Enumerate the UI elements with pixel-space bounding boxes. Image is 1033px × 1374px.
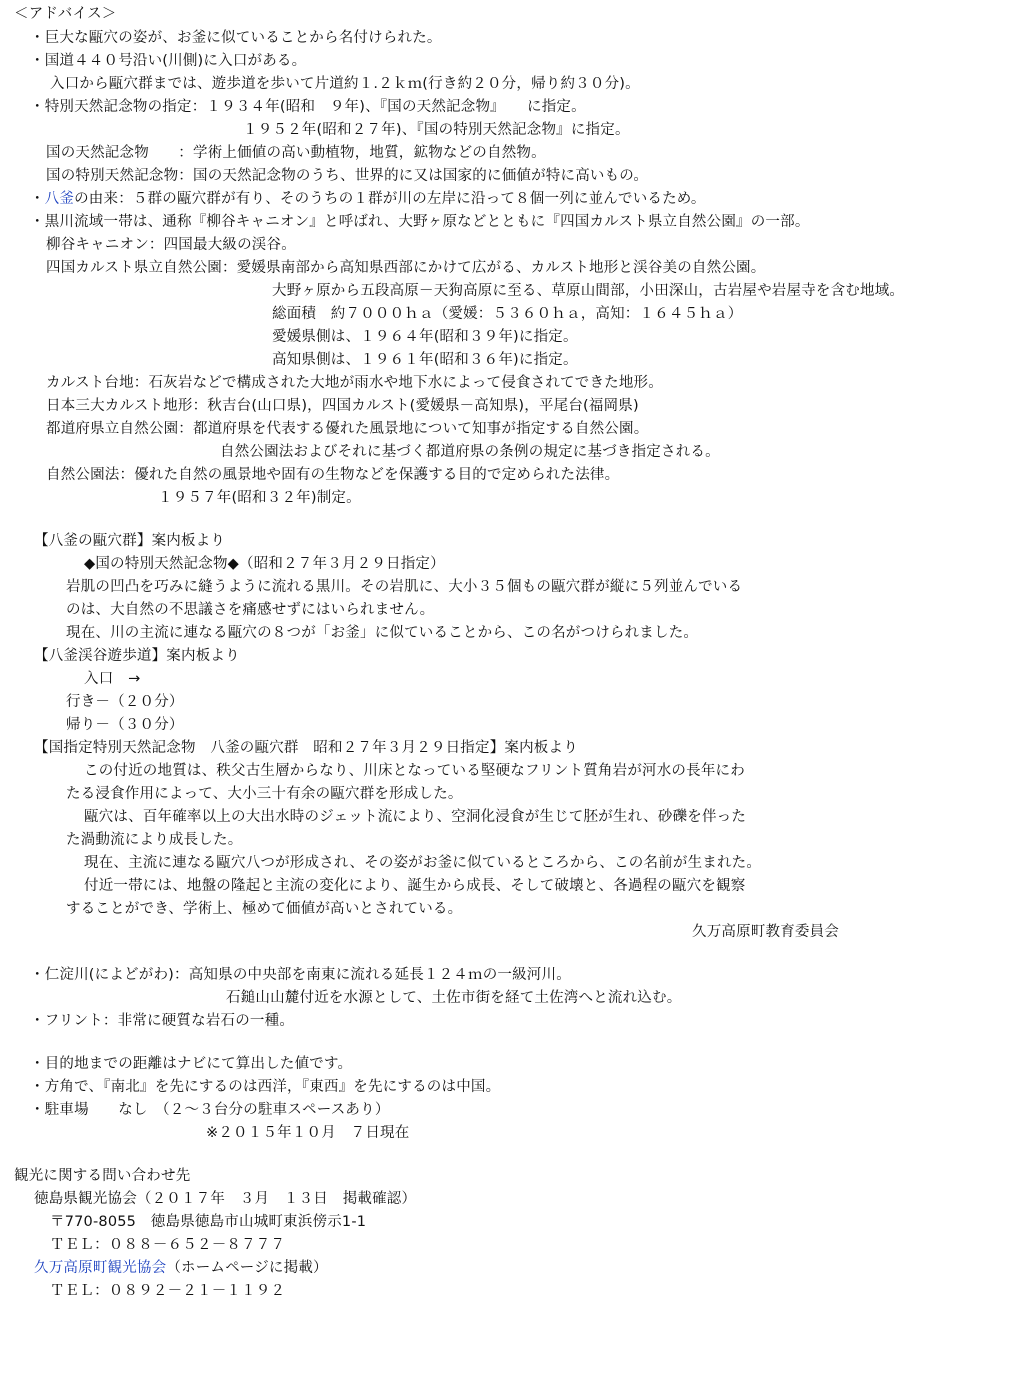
sign3-line: この付近の地質は、秩父古生層からなり、川床となっている堅硬なフリント質角岩が河水の長年にわ [84, 763, 745, 779]
sign3-title: 【国指定特別天然記念物 八釜の甌穴群 昭和２７年３月２９日指定】案内板より [34, 740, 578, 756]
def-special-monument: 国の特別天然記念物：国の天然記念物のうち、世界的に又は国家的に価値が特に高いもの。 [46, 168, 649, 184]
contact-org-kumakogen [34, 1258, 328, 1278]
sign1-paragraph-line: 現在、川の主流に連なる甌穴の８つが「お釜」に似ていることから、この名がつけられました。 [66, 625, 699, 641]
sign1-paragraph-line: のは、大自然の不思議さを痛感せずにはいられません。 [66, 602, 435, 618]
sign1-title: 【八釜の甌穴群】案内板より [34, 533, 226, 549]
contact-address: 〒770-8055 徳島県徳島市山城町東浜傍示1-1 [50, 1214, 367, 1230]
def-pref-park: 都道府県立自然公園：都道府県を代表する優れた風景地について知事が指定する自然公園。 [46, 421, 649, 437]
hachigama-link[interactable]: 八釜 [44, 191, 75, 207]
def-karst: カルスト台地：石灰岩などで構成された大地が雨水や地下水によって侵食されてできた地形。 [46, 375, 663, 391]
advice-heading: ＜アドバイス＞ [14, 6, 117, 22]
def-park-kochi: 高知県側は、１９６１年(昭和３６年)に指定。 [272, 352, 578, 368]
sign3-line: 現在、主流に連なる甌穴八つが形成され、その姿がお釜に似ているところから、この名前が生まれた。 [84, 855, 762, 871]
sign2-title: 【八釜渓谷遊歩道】案内板より [34, 648, 240, 664]
sign1-designation: ◆国の特別天然記念物◆（昭和２７年３月２９日指定） [84, 556, 445, 572]
name-origin-text: の由来：５群の甌穴群が有り、そのうちの１群が川の左岸に沿って８個一列に並んでいるため。 [74, 191, 706, 207]
advice-bullet-kurokawa: ・黒川流域一帯は、通称『柳谷キャニオン』と呼ばれ、大野ヶ原などとともに『四国カルスト県立自然公園』の一部。 [30, 214, 810, 230]
note-parking: ・駐車場 なし （２～３台分の駐車スペースあり） [30, 1102, 390, 1118]
contact-tel-kumakogen: ＴＥＬ：０８９２－２１－１１９２ [50, 1283, 286, 1299]
def-park-size: 総面積 約７０００ｈａ（愛媛：５３６０ｈａ，高知：１６４５ｈａ） [272, 306, 743, 322]
def-park: 四国カルスト県立自然公園：愛媛県南部から高知県西部にかけて広がる、カルスト地形と渓谷美の自然公園。 [46, 260, 766, 276]
def-park-ehime: 愛媛県側は、１９６４年(昭和３９年)に指定。 [272, 329, 578, 345]
sign3-line: たる浸食作用によって、大小三十有余の甌穴群を形成した。 [66, 786, 463, 802]
note-as-of-date: ※２０１５年１０月 ７日現在 [206, 1125, 410, 1141]
advice-bullet-origin: ・巨大な甌穴の姿が、お釜に似ていることから名付けられた。 [30, 30, 442, 46]
def-pref-park-cont: 自然公園法およびそれに基づく都道府県の条例の規定に基づき指定される。 [220, 444, 720, 460]
note-direction: ・方角で、『南北』を先にするのは西洋，『東西』を先にするのは中国。 [30, 1079, 501, 1095]
sign3-line: た渦動流により成長した。 [66, 832, 243, 848]
sign3-line: 付近一帯には、地盤の隆起と主流の変化により、誕生から成長、そして破壊と、各過程の甌穴を観察 [84, 878, 746, 894]
sign3-line: することができ、学術上、極めて価値が高いとされている。 [66, 901, 463, 917]
sign2-back-time: 帰り－（３０分） [66, 717, 184, 733]
contact-org-tokushima: 徳島県観光協会（２０１７年 ３月 １３日 掲載確認） [34, 1191, 417, 1207]
advice-route-detail: 入口から甌穴群までは、遊歩道を歩いて片道約１.２ｋｍ(行き約２０分，帰り約３０分)。 [50, 76, 640, 92]
kumakogen-tourism-link[interactable]: 久万高原町観光協会 [34, 1260, 167, 1276]
advice-designation-cont: １９５２年(昭和２７年)、『国の特別天然記念物』に指定。 [243, 122, 630, 138]
bullet-mark: ・ [30, 191, 45, 207]
sign3-line: 甌穴は、百年確率以上の大出水時のジェット流により、空洞化浸食が生じて胚が生れ、砂礫を伴った [84, 809, 747, 825]
advice-bullet-designation: ・特別天然記念物の指定：１９３４年(昭和 ９年)、『国の天然記念物』 に指定。 [30, 99, 586, 115]
def-park-area: 大野ヶ原から五段高原－天狗高原に至る、草原山間部，小田深山，古岩屋や岩屋寺を含む地域。 [272, 283, 905, 299]
note-niyodo: ・仁淀川(によどがわ)：高知県の中央部を南東に流れる延長１２４ｍの一級河川。 [30, 967, 571, 983]
note-distance: ・目的地までの距離はナビにて算出した値です。 [30, 1056, 353, 1072]
def-national-monument: 国の天然記念物 ：学術上価値の高い動植物，地質，鉱物などの自然物。 [46, 145, 546, 161]
kumakogen-note: （ホームページに掲載） [166, 1260, 328, 1276]
sign2-entrance: 入口 → [84, 671, 141, 687]
def-canyon: 柳谷キャニオン：四国最大級の渓谷。 [46, 237, 296, 253]
sign2-go-time: 行き－（２０分） [66, 694, 184, 710]
def-park-law: 自然公園法：優れた自然の風景地や固有の生物などを保護する目的で定められた法律。 [46, 467, 620, 483]
def-three-karst: 日本三大カルスト地形：秋吉台(山口県)，四国カルスト(愛媛県－高知県)，平尾台(福岡県) [46, 398, 639, 414]
note-flint: ・フリント：非常に硬質な岩石の一種。 [30, 1013, 295, 1029]
sign1-paragraph-line: 岩肌の凹凸を巧みに縫うように流れる黒川。その岩肌に、大小３５個もの甌穴群が縦に５列並んでいる [66, 579, 743, 595]
def-park-law-year: １９５７年(昭和３２年)制定。 [158, 490, 361, 506]
contact-tel-tokushima: ＴＥＬ：０８８－６５２－８７７７ [50, 1237, 286, 1253]
contact-heading: 観光に関する問い合わせ先 [14, 1168, 191, 1184]
advice-bullet-name-origin [30, 189, 706, 209]
sign3-signature: 久万高原町教育委員会 [692, 924, 839, 940]
note-niyodo-cont: 石鎚山山麓付近を水源として、土佐市街を経て土佐湾へと流れ込む。 [226, 990, 682, 1006]
advice-bullet-route: ・国道４４０号沿い(川側)に入口がある。 [30, 53, 307, 69]
